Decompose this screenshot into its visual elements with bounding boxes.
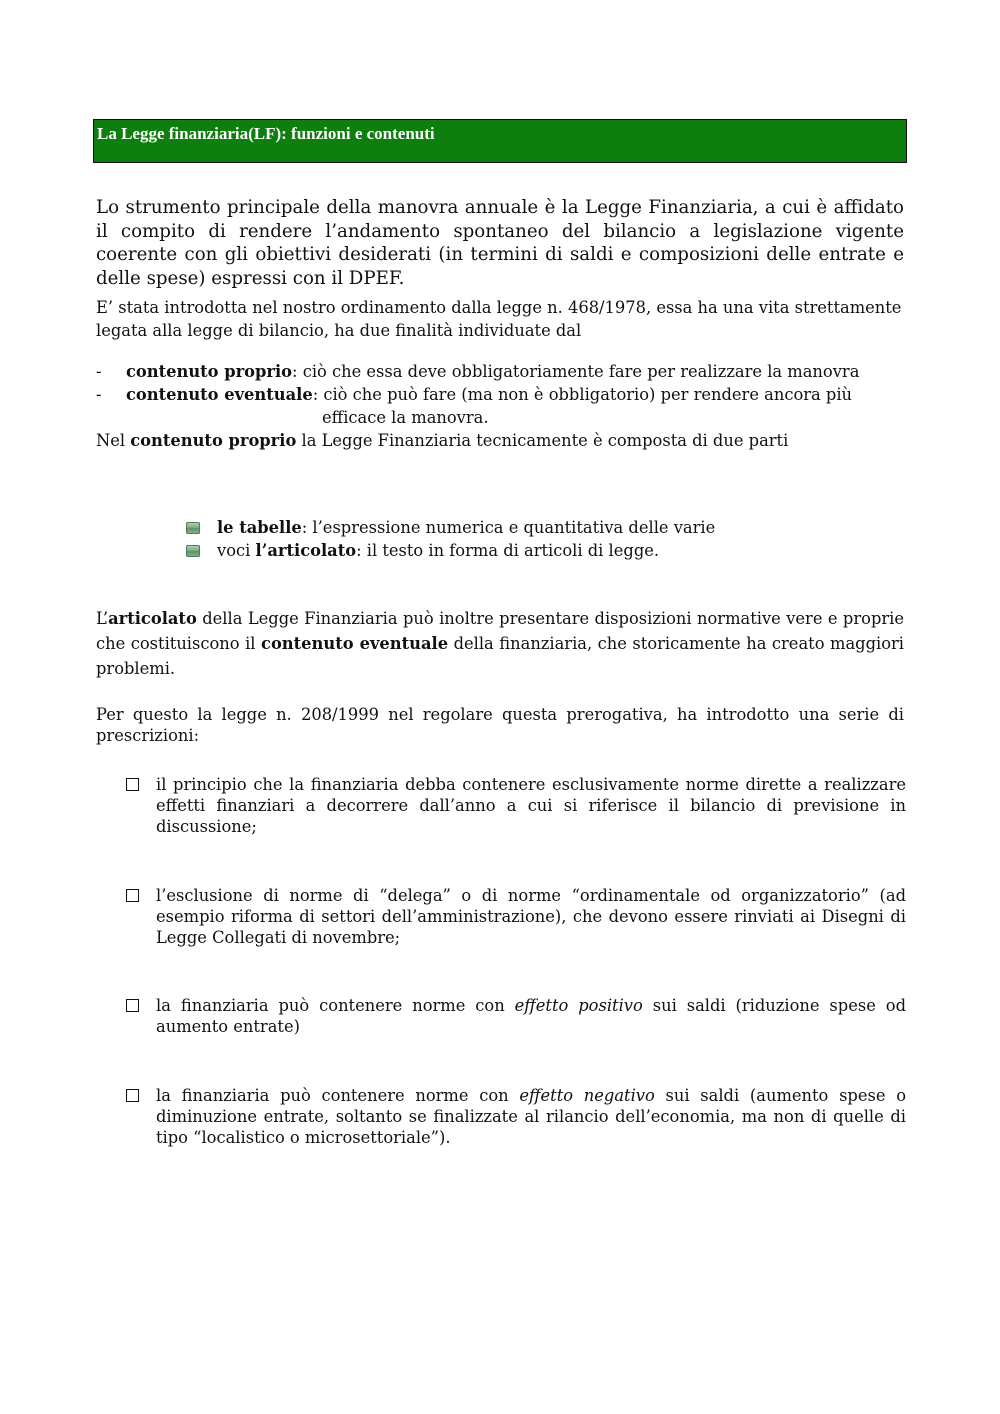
bullet-term: le tabelle xyxy=(217,518,302,537)
checkbox-icon xyxy=(126,999,139,1012)
bullet-icon xyxy=(186,522,200,534)
bullet-pre: voci xyxy=(217,541,256,560)
bullet-text: : l’espressione numerica e quantitativa delle varie xyxy=(301,518,716,537)
dash-item-term: contenuto proprio xyxy=(126,362,293,381)
bullet-item xyxy=(186,516,715,539)
checkbox-icon xyxy=(126,889,139,902)
composition-paragraph xyxy=(96,429,788,452)
articolato-paragraph xyxy=(96,606,904,681)
checkbox-icon xyxy=(126,778,139,791)
dash-list-item xyxy=(96,383,852,406)
checklist-text: la finanziaria può contenere norme con effetto negativo sui saldi (aumento spese o diminuzione entrate, soltanto se finalizzate al rilancio dell’economia, ma non di quelle di tipo “localistico o microsettoriale”). xyxy=(156,1086,906,1147)
articolato-post: della finanziaria, che storicamente ha creato maggiori problemi. xyxy=(96,634,904,678)
dash-list-item xyxy=(96,360,859,383)
checklist-item xyxy=(126,1085,906,1148)
checklist-text: l’esclusione di norme di “delega” o di norme “ordinamentale od organizzatorio” (ad esempio riforma di settori dell’amministrazione), che devono essere rinviati ai Disegni di Legge Collegati di novembre; xyxy=(156,886,906,947)
prescriptions-intro: Per questo la legge n. 208/1999 nel regolare questa prerogativa, ha introdotto una serie di prescrizioni: xyxy=(96,705,904,745)
dash-item-text: : ciò che può fare (ma non è obbligatorio) per rendere ancora più xyxy=(312,385,853,404)
articolato-term: articolato xyxy=(108,609,197,628)
section-header xyxy=(93,119,907,163)
composition-term: contenuto proprio xyxy=(130,431,297,450)
dash-item-text: : ciò che essa deve obbligatoriamente fare per realizzare la manovra xyxy=(292,362,860,381)
articolato-mid: della Legge Finanziaria può inoltre presentare disposizioni normative vere e proprie che costituiscono il xyxy=(96,609,904,653)
bullet-icon xyxy=(186,545,200,557)
dash-marker: - xyxy=(96,385,102,404)
dash-marker: - xyxy=(96,362,102,381)
eventuale-term: contenuto eventuale xyxy=(261,634,449,653)
articolato-pre: L’ xyxy=(96,609,109,628)
history-paragraph: E’ stata introdotta nel nostro ordinamento dalla legge n. 468/1978, essa ha una vita strettamente legata alla legge di bilancio, ha due finalità individuate dal xyxy=(96,298,902,340)
section-title: La Legge finanziaria(LF): funzioni e contenuti xyxy=(97,124,435,143)
bullet-text: : il testo in forma di articoli di legge. xyxy=(356,541,660,560)
dash-item-term: contenuto eventuale xyxy=(126,385,313,404)
intro-paragraph: Lo strumento principale della manovra annuale è la Legge Finanziaria, a cui è affidato il compito di rendere l’andamento spontaneo del bilancio a legislazione vigente coerente con gli obiettivi desiderati (in termini di saldi e composizioni delle entrate e delle spese) espressi con il DPEF. xyxy=(96,197,904,289)
checklist-item xyxy=(126,774,906,837)
bullet-item xyxy=(186,539,659,562)
checkbox-icon xyxy=(126,1089,139,1102)
dash-item-continuation: efficace la manovra. xyxy=(322,408,489,427)
checklist-item xyxy=(126,885,906,948)
checklist-text: il principio che la finanziaria debba contenere esclusivamente norme dirette a realizzare effetti finanziari a decorrere dall’anno a cui si riferisce il bilancio di previsione in discussione; xyxy=(156,775,906,836)
checklist-text: la finanziaria può contenere norme con effetto positivo sui saldi (riduzione spese od aumento entrate) xyxy=(156,996,906,1036)
composition-post: la Legge Finanziaria tecnicamente è composta di due parti xyxy=(296,431,789,450)
checklist-item xyxy=(126,995,906,1037)
bullet-term: l’articolato xyxy=(255,541,357,560)
composition-pre: Nel xyxy=(96,431,131,450)
